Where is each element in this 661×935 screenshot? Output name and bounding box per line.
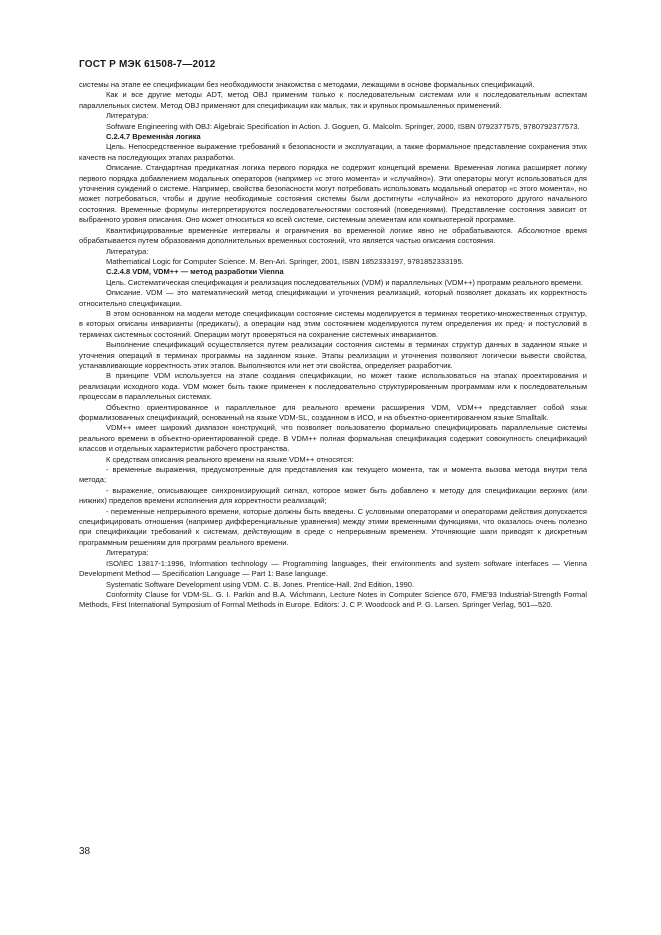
- paragraph: К средствам описания реального времени на языке VDM++ относятся:: [106, 454, 354, 464]
- paragraph: Цель. Систематическая спецификация и реализация последовательных (VDM) и параллельных (VDM++) программ реального времени.: [106, 277, 583, 287]
- paragraph: - переменные непрерывного времени, которые должны быть введены. С условными операторами и операторами действия допускается специфицировать отношения (например дифференциальные уравнения) между этими временными функциями, что оказалось очень полезно при спецификации требований к системам, действующим в среде с непрерывным временем. Уточняющие шаги приводят к дискретным программным решениям для программ реального времени.: [79, 506, 587, 547]
- paragraph: Systematic Software Development using VDM. C. B. Jones. Prentice-Hall. 2nd Edition, 1990.: [106, 579, 415, 589]
- paragraph: Описание. Стандартная предикатная логика первого порядка не содержит концепций времени. Временная логика расширяет логику первого порядка добавлением модальных операторов (например «с этого момента» и «случайно»). Эти операторы могут использоваться для уточнения суждений о системе. Например, свойства безопасности могут потребовать использовать модальный оператор «с этого момента», но может потребоваться, чтобы и другие необходимые состояния системы были достигнуты «случайно» из некоторого другого начального состояния. Временные формулы интерпретируются последовательностями состояний (поведениями). Представление состояния зависит от выбранного уровня описания. Оно может относиться ко всей системе, системным элементам или компьютерной программе.: [79, 163, 587, 225]
- paragraph: Литература:: [106, 111, 149, 121]
- page-number: 38: [79, 846, 91, 857]
- paragraph: Цель. Непосредственное выражение требований к безопасности и эксплуатации, а также формальное представление сохранения этих качеств на последующих этапах разработки.: [79, 142, 587, 162]
- page-header-title: ГОСТ Р МЭК 61508-7—2012: [79, 59, 216, 70]
- paragraph: Как и все другие методы ADT, метод OBJ применим только к последовательным системам или к последовательным аспектам параллельных систем. Метод OBJ применяют для спецификации как малых, так и крупных промышленных применений.: [79, 90, 587, 110]
- paragraph: VDM++ имеет широкий диапазон конструкций, что позволяет пользователю формально специфицировать параллельные системы реального времени в объектно-ориентированной среде. В VDM++ полная формальная спецификация содержит совокупность спецификаций классов и отдельных характеристик рабочего пространства.: [79, 423, 587, 454]
- paragraph: В этом основанном на модели методе спецификации состояние системы моделируется в терминах теоретико-множественных структур, в которых описаны инварианты (предикаты), а операции над этим состоянием моделируются путем определения их пред- и постусловий в терминах системных состояний. Операции могут проверяться на сохранение системных инвариантов.: [79, 308, 587, 339]
- paragraph: Объектно ориентированное и параллельное для реального времени расширения VDM, VDM++ представляет собой язык формализованных спецификаций, основанный на языке VDM-SL, созданном в ИСО, и на объектно-ориентированном языке Smalltalk.: [79, 402, 587, 422]
- paragraph: - временные выражения, предусмотренные для представления как текущего момента, так и момента вызова метода внутри тела метода;: [79, 465, 587, 485]
- section-heading: C.2.4.7 Временна̀я логика: [106, 132, 201, 142]
- paragraph: системы на этапе ее спецификации без необходимости знакомства с методами, лежащими в основе формальных спецификаций.: [79, 80, 535, 89]
- paragraph: ISO/IEC 13817-1:1996, Information technology — Programming languages, their environments and system software interfaces — Vienna Development Method — Specification Language — Part 1: Base language.: [79, 558, 587, 579]
- paragraph: Литература:: [106, 548, 149, 558]
- paragraph: Квантифицированные временны̀е интервалы и ограничения во временной логике явно не обрабатываются. Абсолютное время обрабатывается путем образования дополнительных временных состояний, что является частью описания состояния.: [79, 225, 587, 246]
- document-body: [79, 80, 587, 611]
- section-heading: C.2.4.8 VDM, VDM++ — метод разработки Vienna: [106, 267, 284, 277]
- paragraph: Conformity Clause for VDM-SL. G. I. Parkin and B.A. Wichmann, Lecture Notes in Computer Science 670, FME'93 Industrial-Strength Formal Methods, First International Symposium of Formal Methods in Europe. Editors: J. C P. Woodcock and P. G. Larsen. Springer Verlag, 501—520.: [79, 589, 587, 610]
- paragraph: В принципе VDM используется на этапе создания спецификации, но может также использоваться на этапах проектирования и реализации исходного кода. VDM может быть также применен к последовательно структурированным программам или к последовательным процессам в параллельных системах.: [79, 371, 587, 402]
- paragraph: Описание. VDM — это математический метод спецификации и уточнения реализаций, который позволяет доказать их корректность относительно спецификации.: [79, 288, 587, 308]
- paragraph: Software Engineering with OBJ: Algebraic Specification in Action. J. Goguen, G. Malcolm. Springer, 2000, ISBN 0792377575, 9780792377573.: [106, 121, 580, 131]
- paragraph: - выражение, описывающее синхронизирующий сигнал, которое может быть добавлено к методу для спецификации верхних (или нижних) пределов времени исполнения для корректности реализаций;: [79, 485, 587, 506]
- paragraph: Литература:: [106, 246, 149, 256]
- paragraph: Выполнение спецификаций осуществляется путем реализации состояния системы в терминах структур данных в заданном языке и уточнения операций в терминах программы на заданном языке. Этапы реализации и уточнения позволяют логически вывести свойства, устанавливающие корректность этих этапов. Выполняются или нет эти свойства, определяет разработчик.: [79, 340, 587, 370]
- paragraph: Mathematical Logic for Computer Science. M. Ben-Ari. Springer, 2001, ISBN 1852333197, 9781852333195.: [106, 256, 464, 266]
